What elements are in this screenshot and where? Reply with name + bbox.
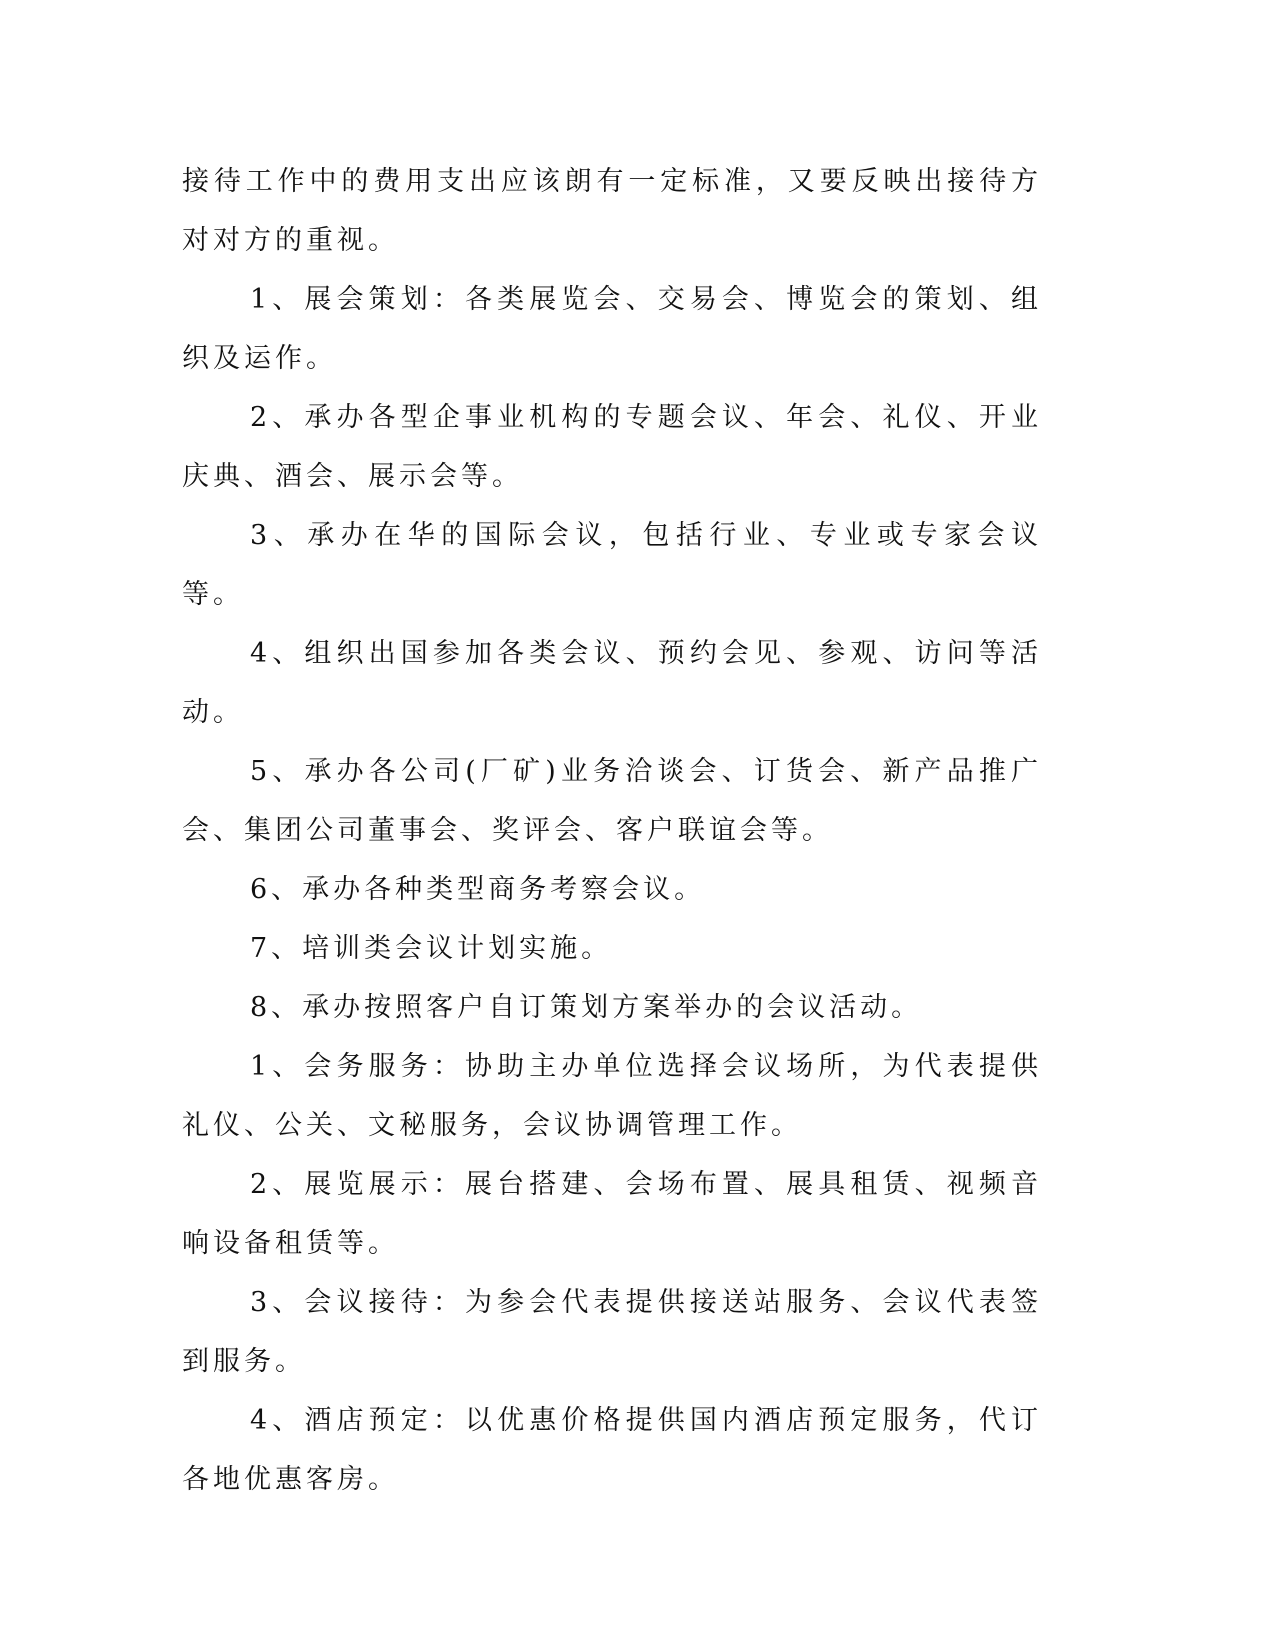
paragraph-item-4-overseas-meetings: 4、组织出国参加各类会议、预约会见、参观、访问等活动。 xyxy=(182,638,1042,728)
paragraph-service-3-reception: 3、会议接待：为参会代表提供接送站服务、会议代表签到服务。 xyxy=(182,1287,1042,1377)
paragraph-service-4-hotel-booking: 4、酒店预定：以优惠价格提供国内酒店预定服务，代订各地优惠客房。 xyxy=(182,1405,1042,1495)
paragraph-item-2-corporate-meetings: 2、承办各型企事业机构的专题会议、年会、礼仪、开业庆典、酒会、展示会等。 xyxy=(182,402,1042,492)
paragraph-service-2-exhibition-display: 2、展览展示：展台搭建、会场布置、展具租赁、视频音响设备租赁等。 xyxy=(182,1169,1042,1259)
paragraph-item-5-business-negotiations: 5、承办各公司(厂矿)业务洽谈会、订货会、新产品推广会、集团公司董事会、奖评会、客户联谊会等。 xyxy=(182,756,1042,846)
paragraph-item-6-business-inspection: 6、承办各种类型商务考察会议。 xyxy=(250,874,706,905)
paragraph-item-3-international-conferences: 3、承办在华的国际会议，包括行业、专业或专家会议等。 xyxy=(182,520,1042,610)
paragraph-item-7-training: 7、培训类会议计划实施。 xyxy=(250,933,613,964)
paragraph-item-1-exhibition-planning: 1、展会策划：各类展览会、交易会、博览会的策划、组织及运作。 xyxy=(182,284,1042,374)
paragraph-intro: 接待工作中的费用支出应该朗有一定标准，又要反映出接待方对对方的重视。 xyxy=(182,166,1042,256)
document-body xyxy=(182,152,1042,1509)
paragraph-item-8-custom-events: 8、承办按照客户自订策划方案举办的会议活动。 xyxy=(250,992,923,1023)
paragraph-service-1-conference-services: 1、会务服务：协助主办单位选择会议场所，为代表提供礼仪、公关、文秘服务，会议协调管理工作。 xyxy=(182,1051,1042,1141)
